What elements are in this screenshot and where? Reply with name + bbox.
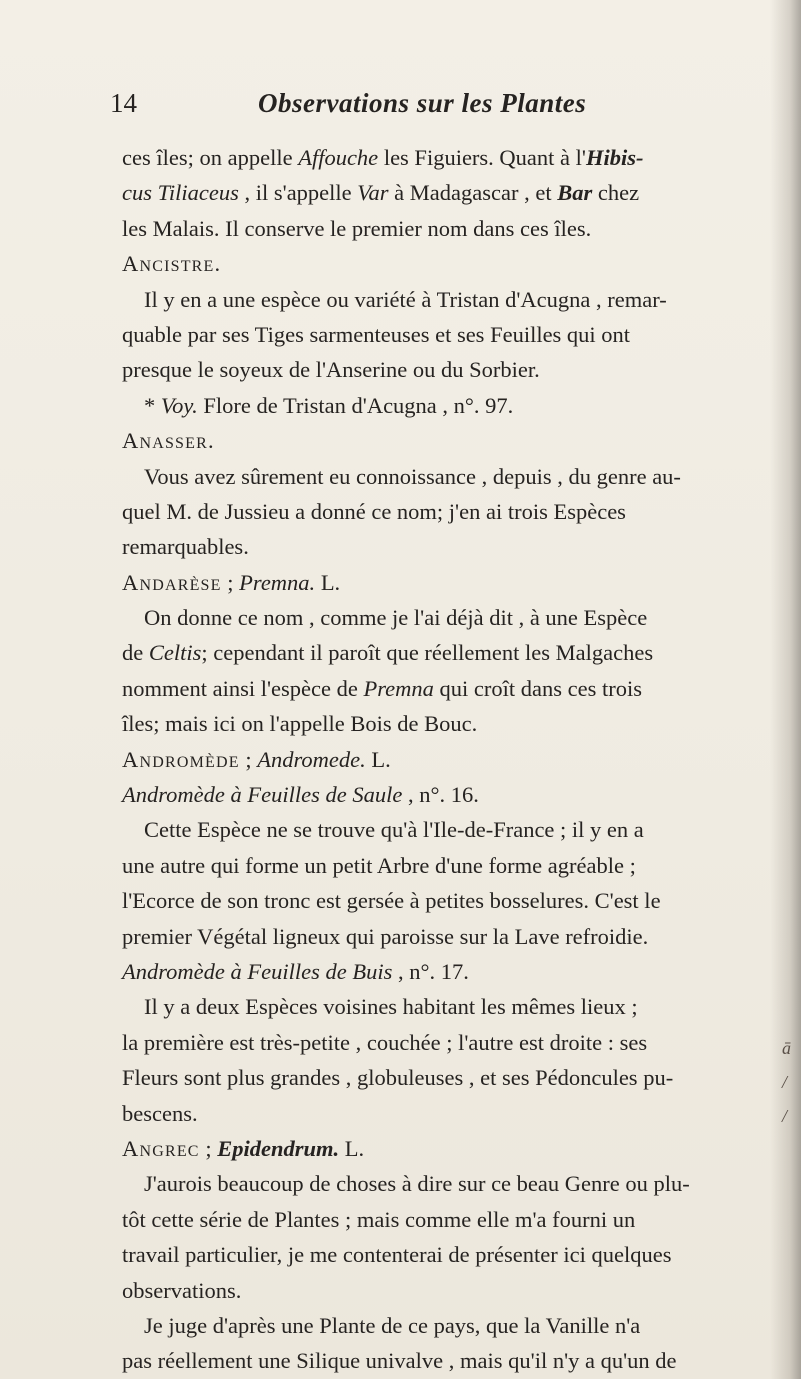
text-line — [122, 1237, 772, 1272]
text-run: bescens. — [122, 1100, 198, 1126]
text-run: Je juge d'après une Plante de ce pays, que la Vanille n'a — [144, 1312, 641, 1338]
text-line — [122, 459, 772, 494]
text-line — [122, 1343, 772, 1378]
text-run: Var — [357, 180, 389, 206]
text-run: Angrec — [122, 1135, 200, 1161]
text-run: premier Végétal ligneux qui paroisse sur la Lave refroidie. — [122, 923, 649, 949]
text-run: Andromède — [122, 746, 240, 772]
text-line — [122, 1166, 772, 1201]
text-run: une autre qui forme un petit Arbre d'une forme agréable ; — [122, 852, 636, 878]
text-run: ; — [239, 746, 258, 772]
text-line — [122, 671, 772, 706]
text-run: Andromède à Feuilles de Buis — [122, 958, 393, 984]
text-run: observations. — [122, 1277, 242, 1303]
entry-heading — [122, 246, 772, 281]
margin-mark: ā — [782, 1038, 791, 1058]
text-line — [122, 635, 772, 670]
text-line — [122, 812, 772, 847]
text-run: Celtis — [148, 640, 202, 666]
text-run: , n°. 17. — [392, 958, 469, 984]
text-run: l'Ecorce de son tronc est gersée à petites bosselures. C'est le — [122, 888, 661, 914]
text-run: Andarèse — [122, 569, 222, 595]
text-run: Affouche — [298, 145, 379, 170]
text-run: L. — [339, 1135, 365, 1161]
text-run: ; — [221, 569, 240, 595]
text-line — [122, 1202, 772, 1237]
text-run: Andromede. — [257, 746, 366, 772]
text-run: Ancistre. — [122, 251, 222, 277]
text-run: Anasser. — [122, 428, 215, 454]
text-run: * — [144, 392, 161, 418]
text-run: Hibis- — [585, 145, 644, 170]
text-run: ; cependant il paroît que réellement les Malgaches — [201, 640, 654, 666]
text-line — [122, 211, 772, 246]
text-run: qui croît dans ces trois — [433, 675, 642, 701]
text-run: Fleurs sont plus grandes , globuleuses , et ses Pédoncules pu- — [122, 1065, 674, 1091]
body-text — [122, 140, 772, 1379]
text-run: pas réellement une Silique univalve , mais qu'il n'y a qu'un de — [122, 1348, 677, 1374]
text-run: L. — [315, 569, 341, 595]
entry-heading — [122, 423, 772, 458]
text-run: travail particulier, je me contenterai de présenter ici quelques — [122, 1242, 672, 1268]
text-line — [122, 352, 772, 387]
page-header — [110, 88, 670, 128]
text-run: On donne ce nom , comme je l'ai déjà dit , à une Espèce — [144, 605, 648, 631]
text-run: Andromède à Feuilles de Saule — [122, 782, 403, 808]
text-line — [122, 175, 772, 210]
text-run: Vous avez sûrement eu connoissance , depuis , du genre au- — [144, 463, 681, 489]
text-line — [122, 600, 772, 635]
text-run: cus Tiliaceus — [122, 180, 239, 206]
text-run: chez — [592, 180, 640, 206]
text-line — [122, 529, 772, 564]
text-run: les Malais. Il conserve le premier nom dans ces îles. — [122, 215, 592, 241]
running-title: Observations sur les Plantes — [258, 88, 587, 118]
text-line — [122, 848, 772, 883]
text-line — [122, 883, 772, 918]
text-run: îles; mais ici on l'appelle Bois de Bouc. — [122, 711, 478, 737]
text-line — [122, 317, 772, 352]
text-run: à Madagascar , et — [388, 180, 558, 206]
text-run: de — [122, 640, 149, 666]
text-line — [122, 1096, 772, 1131]
text-run: J'aurois beaucoup de choses à dire sur ce beau Genre ou plu- — [144, 1171, 690, 1197]
text-line — [122, 388, 772, 423]
text-run: , n°. 16. — [402, 782, 479, 808]
text-line — [122, 777, 772, 812]
margin-mark: / — [782, 1106, 788, 1126]
text-run: Premna — [363, 675, 434, 701]
text-run: la première est très-petite , couchée ; l'autre est droite : ses — [122, 1029, 648, 1055]
text-run: Epidendrum. — [217, 1135, 340, 1161]
text-line — [122, 989, 772, 1024]
text-run: Premna. — [239, 569, 316, 595]
text-run: Il y a deux Espèces voisines habitant les mêmes lieux ; — [144, 994, 638, 1020]
text-run: Voy. — [160, 392, 198, 418]
text-run: nomment ainsi l'espèce de — [122, 675, 364, 701]
entry-heading — [122, 565, 772, 600]
page-number: 14 — [110, 88, 137, 118]
text-run: Bar — [557, 180, 593, 206]
text-line — [122, 706, 772, 741]
text-run: ; — [199, 1135, 218, 1161]
text-line — [122, 1060, 772, 1095]
text-line — [122, 494, 772, 529]
entry-heading — [122, 1131, 772, 1166]
text-run: Flore de Tristan d'Acugna , n°. 97. — [197, 392, 514, 418]
text-line — [122, 1273, 772, 1308]
text-run: tôt cette série de Plantes ; mais comme elle m'a fourni un — [122, 1206, 636, 1232]
margin-mark: / — [782, 1072, 788, 1092]
entry-heading — [122, 742, 772, 777]
text-line — [122, 1308, 772, 1343]
text-run: , il s'appelle — [238, 180, 358, 206]
text-run: presque le soyeux de l'Anserine ou du Sorbier. — [122, 357, 540, 383]
text-run: quel M. de Jussieu a donné ce nom; j'en ai trois Espèces — [122, 498, 626, 524]
text-line — [122, 919, 772, 954]
text-run: L. — [365, 746, 391, 772]
text-line — [122, 140, 772, 175]
text-line — [122, 954, 772, 989]
text-run: remarquables. — [122, 534, 249, 560]
text-run: Il y en a une espèce ou variété à Tristan d'Acugna , remar- — [144, 286, 667, 312]
text-run: quable par ses Tiges sarmenteuses et ses Feuilles qui ont — [122, 321, 631, 347]
text-run: Cette Espèce ne se trouve qu'à l'Ile-de-France ; il y en a — [144, 817, 644, 843]
text-run: les Figuiers. Quant à l' — [378, 145, 586, 170]
text-line — [122, 282, 772, 317]
text-line — [122, 1025, 772, 1060]
text-run: ces îles; on appelle — [122, 145, 299, 170]
